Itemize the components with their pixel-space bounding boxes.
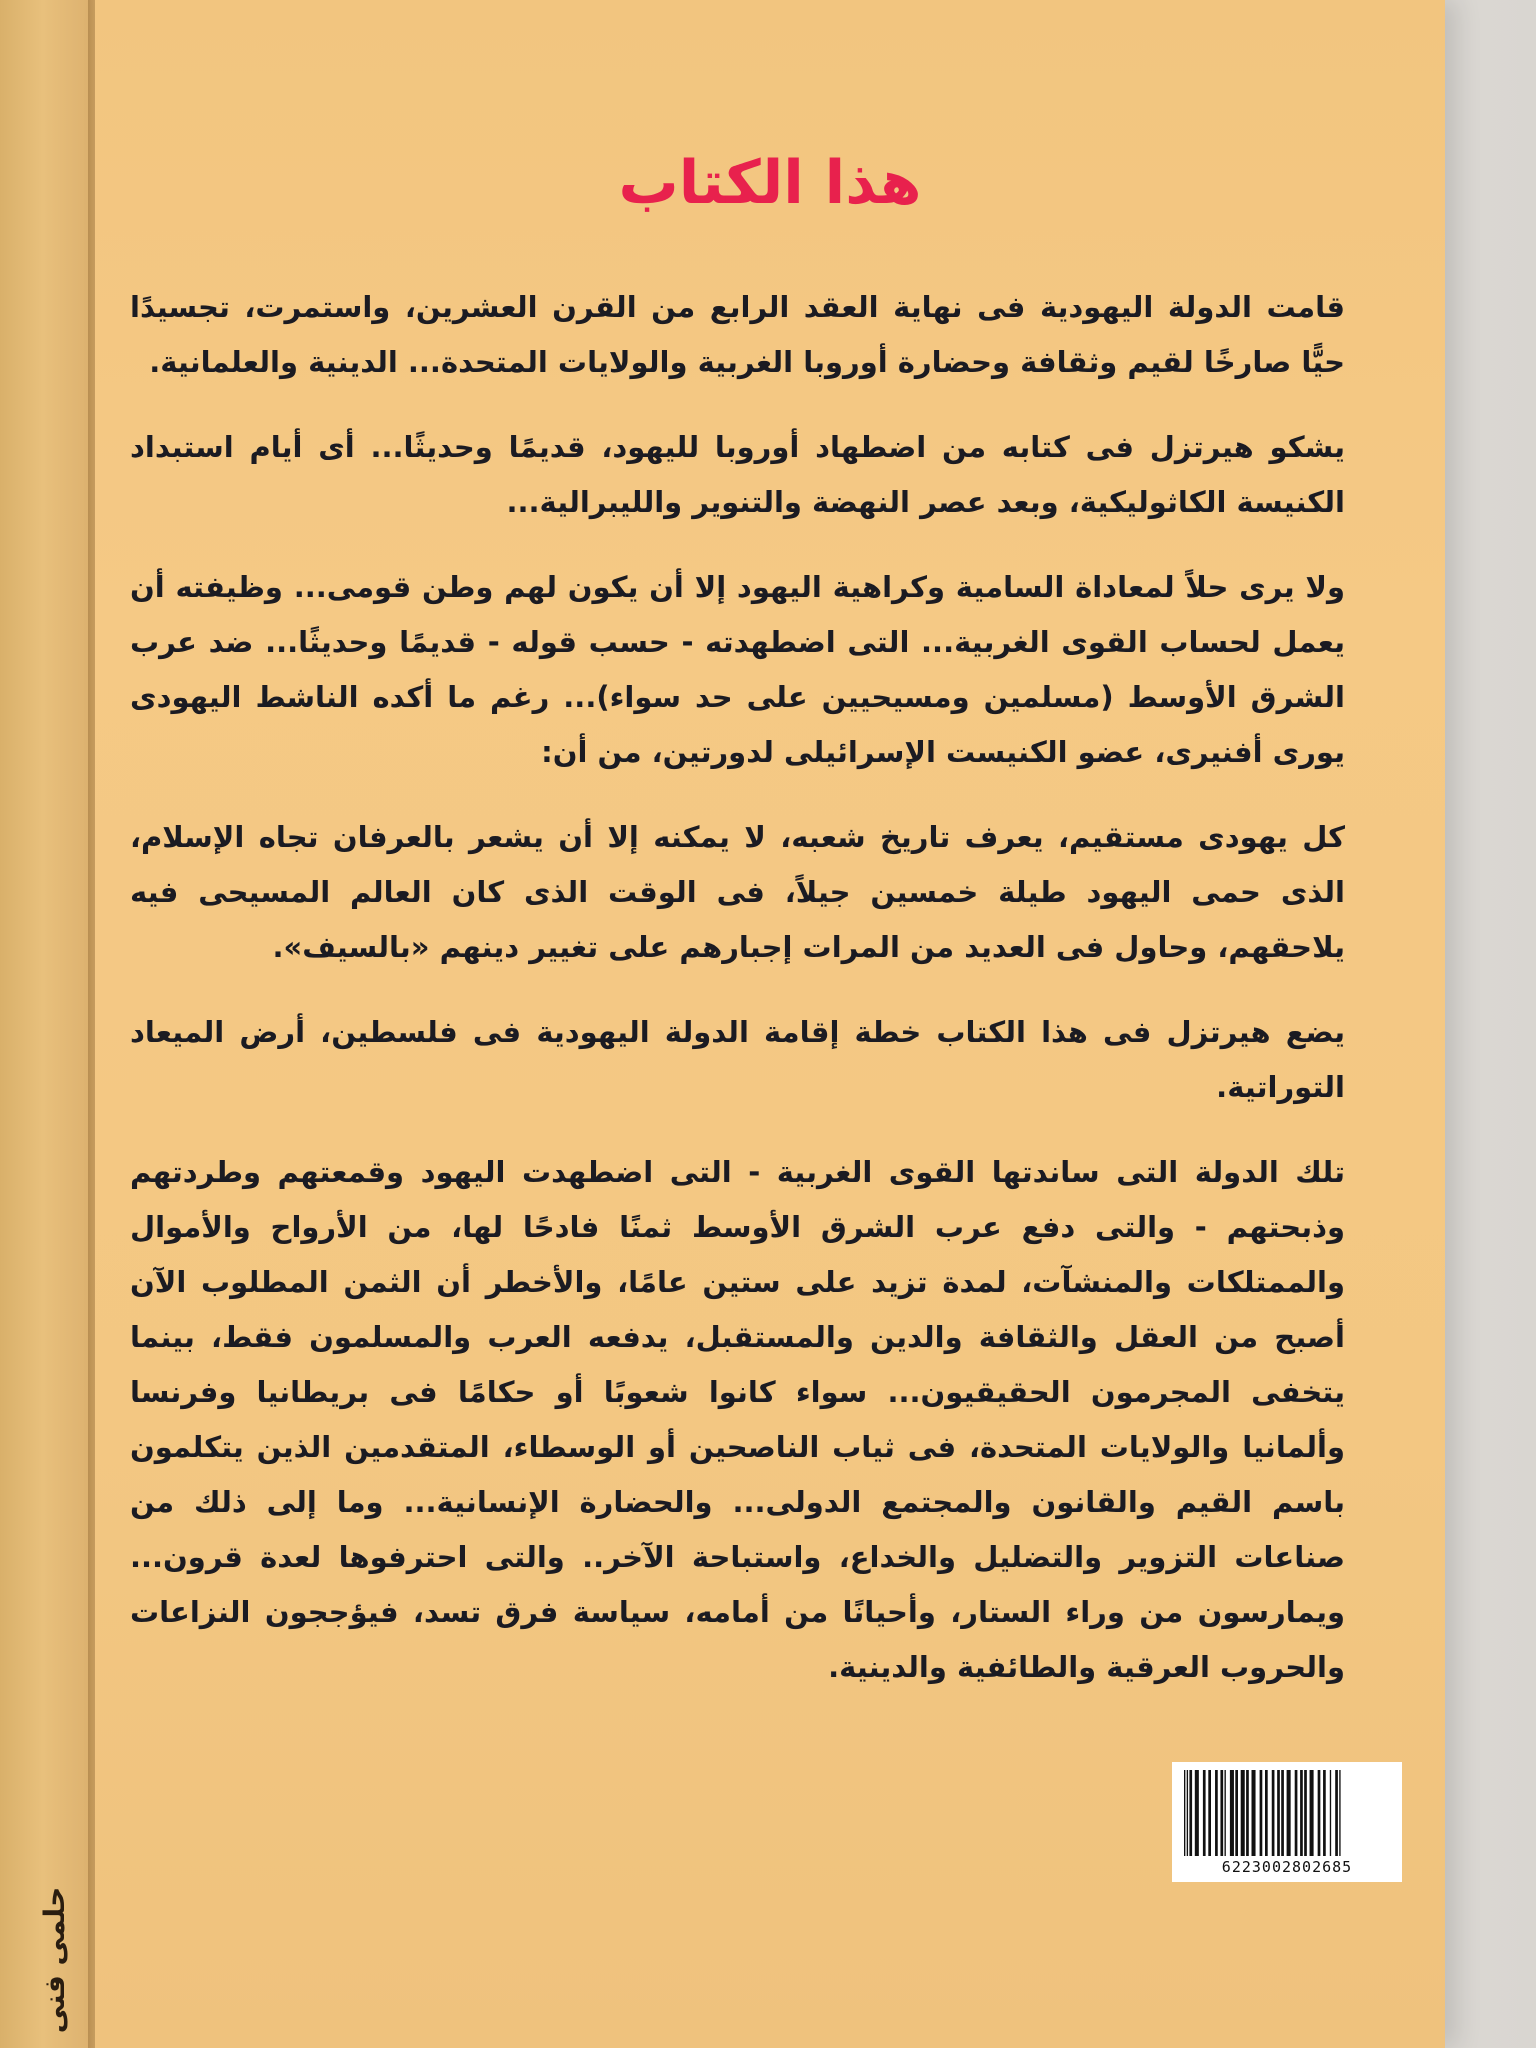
cover-body-text	[130, 280, 1345, 1695]
barcode-bar	[1246, 1770, 1249, 1856]
barcode-bar	[1215, 1770, 1218, 1856]
barcode-bar	[1203, 1770, 1206, 1856]
inner-page-edge	[0, 0, 95, 2048]
barcode-bar	[1235, 1770, 1238, 1856]
barcode-bar	[1304, 1770, 1307, 1856]
barcode-bar	[1225, 1770, 1226, 1856]
barcode-bar	[1184, 1770, 1185, 1856]
barcode-bar	[1220, 1770, 1223, 1856]
barcode-bars	[1182, 1770, 1392, 1856]
barcode-bar	[1281, 1770, 1284, 1856]
barcode-bar	[1272, 1770, 1275, 1856]
barcode-bar	[1260, 1770, 1263, 1856]
barcode-bar	[1295, 1770, 1298, 1856]
barcode-bar	[1265, 1770, 1268, 1856]
barcode	[1172, 1762, 1402, 1882]
barcode-bar	[1310, 1770, 1314, 1856]
barcode-bar	[1208, 1770, 1211, 1856]
paragraph-2: يشكو هيرتزل فى كتابه من اضطهاد أوروبا لليهود، قديمًا وحديثًا... أى أيام استبداد الكنيسة الكاثوليكية، وبعد عصر النهضة والتنوير والليبرالية...	[130, 430, 1345, 519]
barcode-bar	[1330, 1770, 1331, 1856]
barcode-bar	[1300, 1770, 1303, 1856]
barcode-bar	[1195, 1770, 1199, 1856]
barcode-bar	[1187, 1770, 1188, 1856]
barcode-bar	[1189, 1770, 1192, 1856]
barcode-bar	[1241, 1770, 1245, 1856]
barcode-bar	[1323, 1770, 1326, 1856]
paragraph-5: يضع هيرتزل فى هذا الكتاب خطة إقامة الدولة اليهودية فى فلسطين، أرض الميعاد التوراتية.	[130, 1015, 1345, 1104]
barcode-number: 6223002802685	[1221, 1858, 1353, 1876]
cover-title: هذا الكتاب	[618, 148, 922, 218]
barcode-bar	[1277, 1770, 1280, 1856]
designer-credit: حلمى فنى	[38, 1886, 71, 2034]
paragraph-3: ولا يرى حلاً لمعاداة السامية وكراهية اليهود إلا أن يكون لهم وطن قومى... وظيفته أن يعمل لحساب القوى الغربية... التى اضطهدته - حسب قوله - قديمًا وحديثًا... ضد عرب الشرق الأوسط (مسلمين ومسيحيين على حد سواء)... رغم ما أكده الناشط اليهودى يورى أفنيرى، عضو الكنيست الإسرائيلى لدورتين، من أن:	[130, 570, 1345, 769]
barcode-bar	[1230, 1770, 1234, 1856]
paragraph-6: تلك الدولة التى ساندتها القوى الغربية - التى اضطهدت اليهود وقمعتهم وطردتهم وذبحتهم - والتى دفع عرب الشرق الأوسط ثمنًا فادحًا لها، من الأرواح والأموال والممتلكات والمنشآت، لمدة تزيد على ستين عامًا، والأخطر أن الثمن المطلوب الآن أصبح من العقل والثقافة والدين والمستقبل، يدفعه العرب والمسلمون فقط، بينما يتخفى المجرمون الحقيقيون... سواء كانوا شعوبًا أو حكامًا فى بريطانيا وفرنسا وألمانيا والولايات المتحدة، فى ثياب الناصحين أو الوسطاء، المتقدمين الذين يتكلمون باسم القيم والقانون والمجتمع الدولى... والحضارة الإنسانية... وما إلى ذلك من صناعات التزوير والتضليل والخداع، واستباحة الآخر.. والتى احترفوها لعدة قرون... ويمارسون من وراء الستار، وأحيانًا من أمامه، سياسة فرق تسد، فيؤججون النزاعات والحروب العرقية والطائفية والدينية.	[130, 1155, 1345, 1684]
barcode-bar	[1318, 1770, 1321, 1856]
paragraph-quote: كل يهودى مستقيم، يعرف تاريخ شعبه، لا يمكنه إلا أن يشعر بالعرفان تجاه الإسلام، الذى حمى اليهود طيلة خمسين جيلاً، فى الوقت الذى كان العالم المسيحى فيه يلاحقهم، وحاول فى العديد من المرات إجبارهم على تغيير دينهم «بالسيف».	[130, 820, 1345, 964]
barcode-bar	[1335, 1770, 1338, 1856]
barcode-bar	[1252, 1770, 1256, 1856]
barcode-bar	[1339, 1770, 1340, 1856]
paragraph-1: قامت الدولة اليهودية فى نهاية العقد الرابع من القرن العشرين، واستمرت، تجسيدًا حيًّا صارخًا لقيم وثقافة وحضارة أوروبا الغربية والولايات المتحدة... الدينية والعلمانية.	[130, 290, 1345, 379]
barcode-bar	[1287, 1770, 1291, 1856]
